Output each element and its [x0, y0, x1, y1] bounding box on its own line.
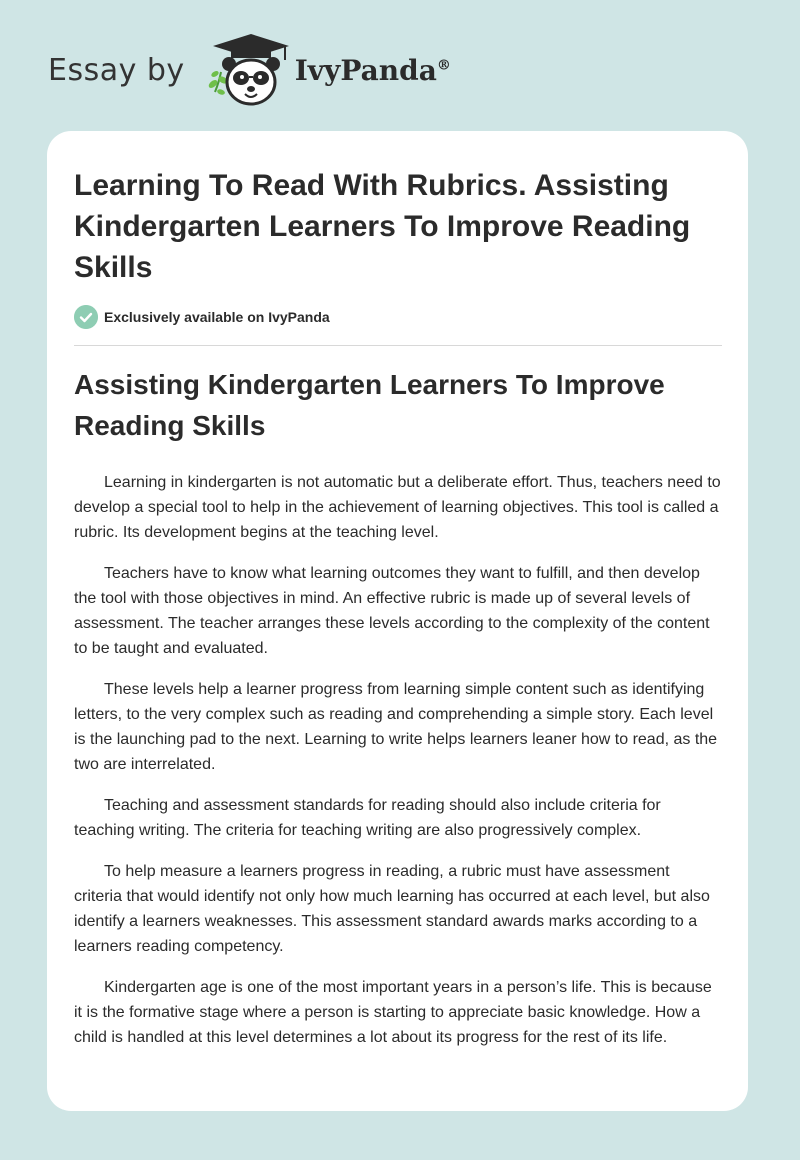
essay-title: Learning To Read With Rubrics. Assisting Kindergarten Learners To Improve Reading Skills	[74, 169, 691, 284]
paragraph: Teaching and assessment standards for reading should also include criteria for teaching writing. The criteria for teaching writing are also progressively complex.	[74, 797, 661, 839]
exclusive-badge	[74, 305, 330, 329]
site-header	[48, 30, 451, 110]
essay-card	[47, 131, 748, 1111]
section-heading: Assisting Kindergarten Learners To Improve Reading Skills	[74, 369, 665, 441]
checkmark-icon	[74, 305, 98, 329]
exclusive-label: Exclusively available on IvyPanda	[104, 309, 330, 325]
essay-by-label: Essay by	[48, 52, 185, 88]
divider	[74, 345, 722, 346]
ivypanda-wordmark[interactable]	[295, 54, 451, 87]
essay-body	[74, 470, 722, 1066]
paragraph: To help measure a learners progress in reading, a rubric must have assessment criteria that would identify not only how much learning has occurred at each level, but also identify a learners weaknesses. This assessment standard awards marks according to a learners reading competency.	[74, 863, 710, 955]
brand-name: IvyPanda	[294, 53, 437, 87]
panda-logo-icon[interactable]	[201, 30, 291, 110]
paragraph: Learning in kindergarten is not automatic but a deliberate effort. Thus, teachers need to develop a special tool to help in the achievement of learning objectives. This tool is called a rubric. Its development begins at the teaching level.	[74, 474, 721, 541]
paragraph: Teachers have to know what learning outcomes they want to fulfill, and then develop the tool with those objectives in mind. An effective rubric is made up of several levels of assessment. The teacher arranges these levels according to the complexity of the content to be taught and evaluated.	[74, 565, 710, 657]
paragraph: Kindergarten age is one of the most important years in a person’s life. This is because it is the formative stage where a person is starting to appreciate basic knowledge. How a child is handled at this level determines a lot about its progress for the rest of its life.	[74, 979, 712, 1046]
paragraph: These levels help a learner progress from learning simple content such as identifying letters, to the very complex such as reading and comprehending a simple story. Each level is the launching pad to the next. Learning to write helps learners leaner how to read, as the two are interrelated.	[74, 681, 718, 773]
registered-mark: ®	[436, 57, 451, 74]
